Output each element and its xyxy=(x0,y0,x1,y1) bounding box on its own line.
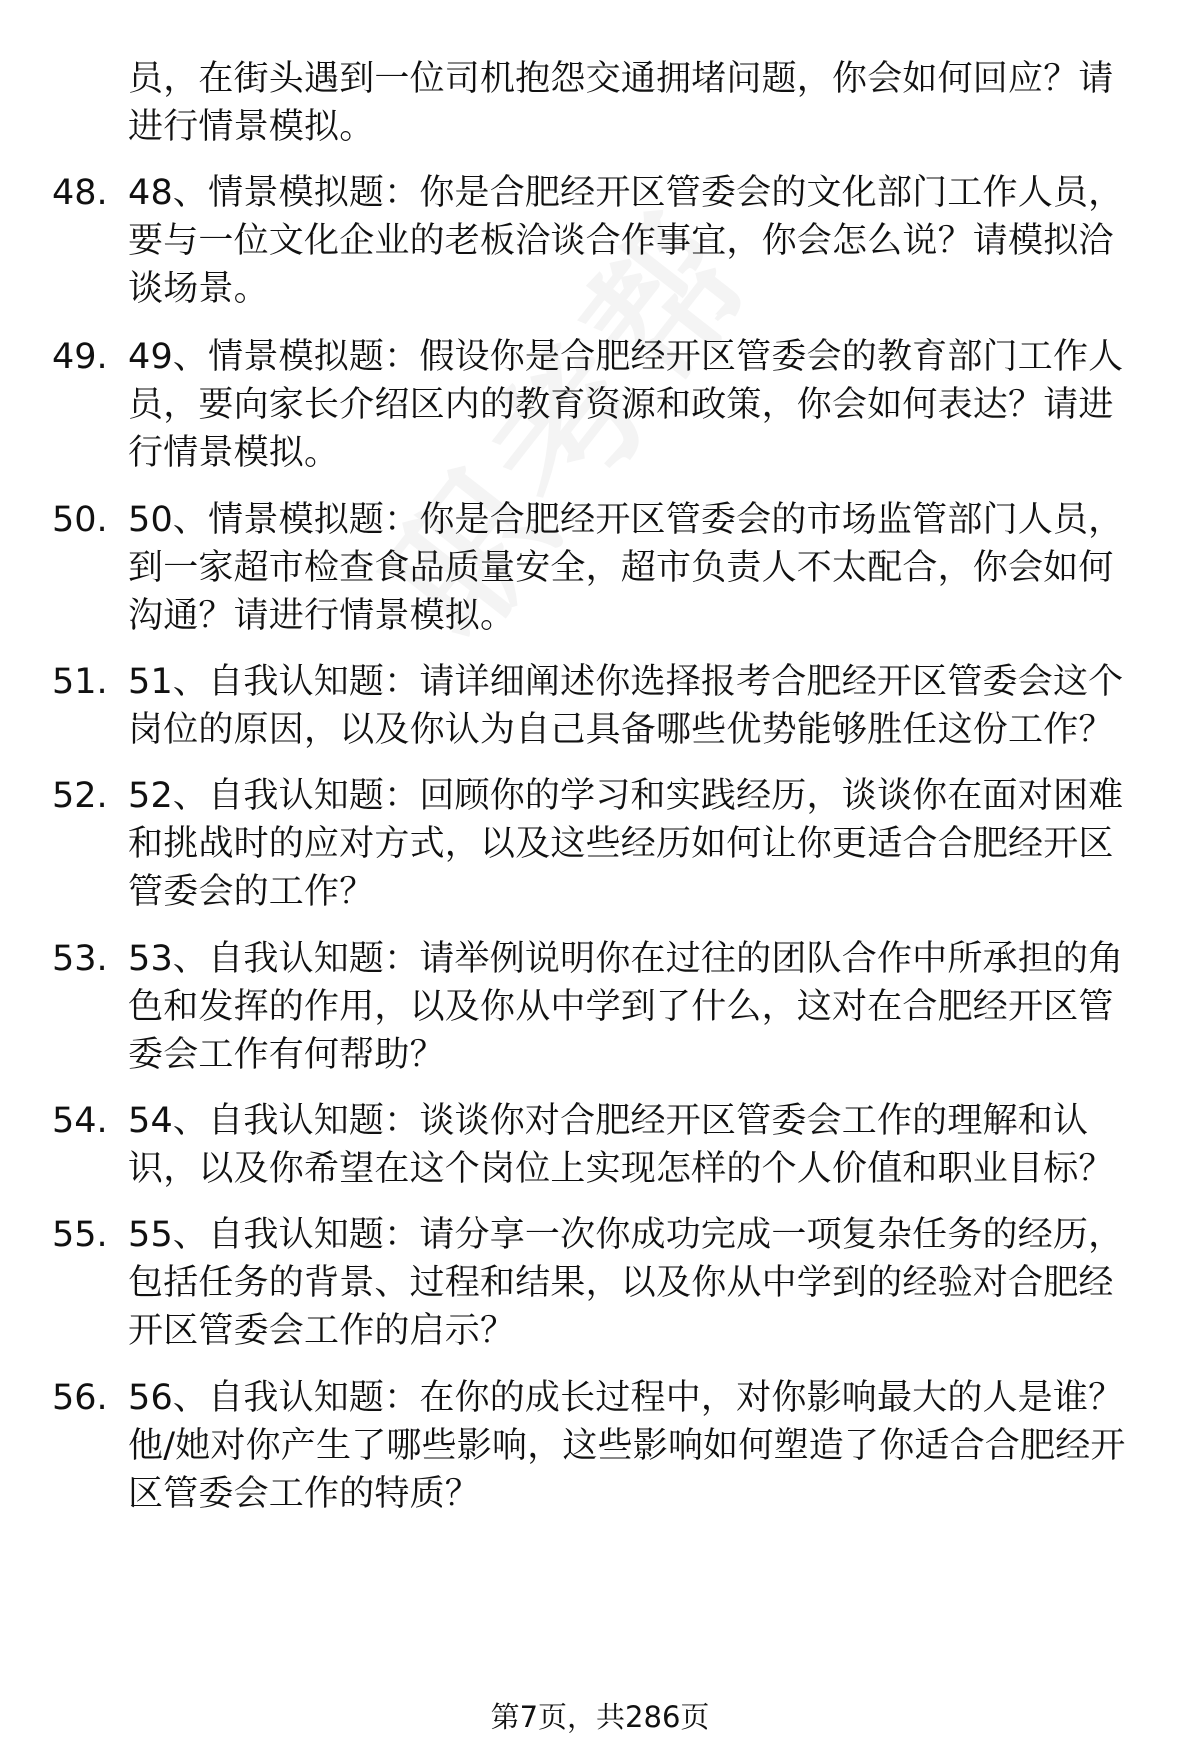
question-number: 55. xyxy=(52,1215,108,1255)
question-text: 49、情景模拟题：假设你是合肥经开区管委会的教育部门工作人员，要向家长介绍区内的教育资源和政策，你会如何表达？请进行情景模拟。 xyxy=(128,337,1124,473)
question-text: 55、自我认知题：请分享一次你成功完成一项复杂任务的经历，包括任务的背景、过程和结果，以及你从中学到的经验对合肥经开区管委会工作的启示？ xyxy=(128,1215,1124,1351)
question-text: 48、情景模拟题：你是合肥经开区管委会的文化部门工作人员，要与一位文化企业的老板洽谈合作事宜，你会怎么说？请模拟洽谈场景。 xyxy=(128,173,1124,309)
question-text: 51、自我认知题：请详细阐述你选择报考合肥经开区管委会这个岗位的原因，以及你认为自己具备哪些优势能够胜任这份工作？ xyxy=(128,662,1124,750)
question-number: 53. xyxy=(52,939,108,979)
page-footer: 第7页，共286页 xyxy=(490,1700,710,1734)
question-number: 54. xyxy=(52,1101,108,1141)
question-text: 56、自我认知题：在你的成长过程中，对你影响最大的人是谁？他/她对你产生了哪些影响，这些影响如何塑造了你适合合肥经开区管委会工作的特质？ xyxy=(128,1378,1126,1514)
question-number: 56. xyxy=(52,1378,108,1418)
question-text: 53、自我认知题：请举例说明你在过往的团队合作中所承担的角色和发挥的作用，以及你从中学到了什么，这对在合肥经开区管委会工作有何帮助？ xyxy=(128,939,1124,1075)
question-text: 52、自我认知题：回顾你的学习和实践经历，谈谈你在面对困难和挑战时的应对方式，以及这些经历如何让你更适合合肥经开区管委会的工作？ xyxy=(128,776,1124,912)
question-number: 52. xyxy=(52,776,108,816)
question-number: 48. xyxy=(52,173,108,213)
question-text: 员，在街头遇到一位司机抱怨交通拥堵问题，你会如何回应？请进行情景模拟。 xyxy=(128,59,1114,147)
question-text: 54、自我认知题：谈谈你对合肥经开区管委会工作的理解和认识，以及你希望在这个岗位上实现怎样的个人价值和职业目标？ xyxy=(128,1101,1114,1189)
question-number: 50. xyxy=(52,500,108,540)
question-number: 49. xyxy=(52,337,108,377)
question-text: 50、情景模拟题：你是合肥经开区管委会的市场监管部门人员，到一家超市检查食品质量安全，超市负责人不太配合，你会如何沟通？请进行情景模拟。 xyxy=(128,500,1124,636)
question-number: 51. xyxy=(52,662,108,702)
